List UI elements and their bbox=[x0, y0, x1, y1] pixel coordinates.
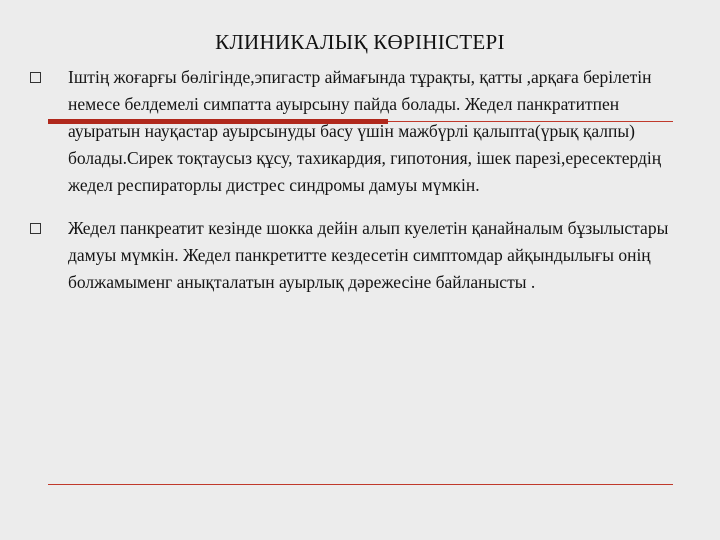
bullet-text: Іштің жоғарғы бөлігінде,эпигастр аймағында тұрақты, қатты ,арқаға берілетін немесе белдемелі симпатта ауырсыну пайда болады. Жедел панкратитпен ауыратын науқастар ауырсынуды басу үшін мажбүрлі қалыпта(үрық қалпы) болады.Сирек тоқтаусыз құсу, тахикардия, гипотония, ішек парезі,ересектердің жедел респираторлы дистрес синдромы дамуы мүмкін. bbox=[68, 67, 662, 195]
bullet-item bbox=[30, 64, 680, 199]
hollow-square-bullet-icon bbox=[30, 223, 41, 234]
bullet-text: Жедел панкреатит кезінде шокка дейін алып куелетін қанайналым бұзылыстары дамуы мүмкін. Жедел панкретитте кездесетін симптомдар айқындылығы онің болжамыменг анықталатын ауырлық дәрежесіне байланысты . bbox=[68, 218, 669, 292]
hollow-square-bullet-icon bbox=[30, 72, 41, 83]
bottom-divider-line bbox=[48, 484, 673, 485]
bullet-list bbox=[30, 64, 680, 312]
bullet-item bbox=[30, 215, 680, 296]
slide-title: КЛИНИКАЛЫҚ КӨРІНІСТЕРІ bbox=[215, 30, 505, 54]
